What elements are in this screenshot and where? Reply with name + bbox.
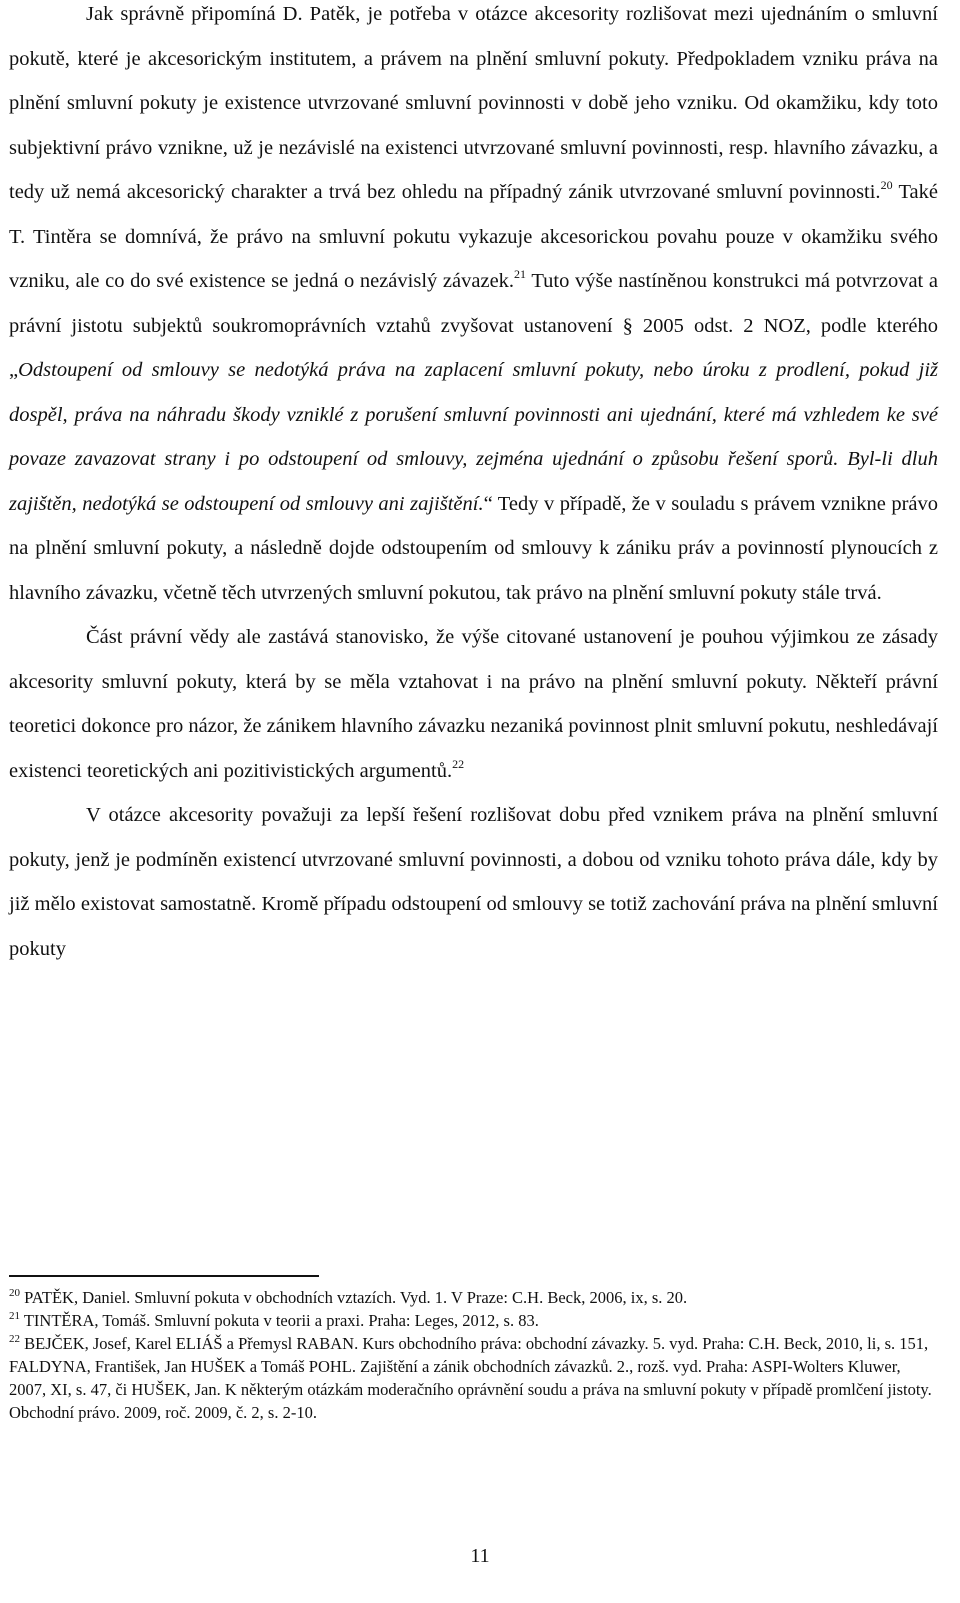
paragraph-2 xyxy=(9,615,938,793)
paragraph-text: “ Tedy v případě, že v souladu s právem vznikne právo na plnění smluvní pokuty, a následně dojde odstoupením od smlouvy k zániku práv a povinností plynoucích z hlavního závazku, včetně těch utvrzených smluvní pokutou, tak právo na plnění smluvní pokuty stále trvá. xyxy=(9,492,938,604)
body-text xyxy=(9,0,938,971)
footnote-21 xyxy=(9,1309,938,1332)
footnote-text: PATĚK, Daniel. Smluvní pokuta v obchodních vztazích. Vyd. 1. V Praze: C.H. Beck, 2006, ix, s. 20. xyxy=(24,1288,688,1307)
footnote-number: 21 xyxy=(9,1310,20,1322)
footnote-text: BEJČEK, Josef, Karel ELIÁŠ a Přemysl RABAN. Kurs obchodního práva: obchodní závazky. 5. vyd. Praha: C.H. Beck, 2010, li, s. 151, FALDYNA, František, Jan HUŠEK a Tomáš POHL. Zajištění a zánik obchodních závazků. 2., rozš. vyd. Praha: ASPI-Wolters Kluwer, 2007, XI, s. 47, či HUŠEK, Jan. K některým otázkám moderačního oprávnění soudu a práva na smluvní pokuty v případě promlčení jistoty. Obchodní právo. 2009, roč. 2009, č. 2, s. 2-10. xyxy=(9,1334,932,1422)
paragraph-text: Jak správně připomíná D. Patěk, je potřeba v otázce akcesority rozlišovat mezi ujednáním o smluvní pokutě, které je akcesorickým institutem, a právem na plnění smluvní pokuty. Předpokladem vzniku práva na plnění smluvní pokuty je existence utvrzované smluvní povinnosti v době jeho vzniku. Od okamžiku, kdy toto subjektivní právo vznikne, už je nezávislé na existenci utvrzované smluvní povinnosti, resp. hlavního závazku, a tedy už nemá akcesorický charakter a trvá bez ohledu na případný zánik utvrzované smluvní povinnosti. xyxy=(9,3,938,203)
paragraph-text: Také T. Tintěra se domnívá, že právo na smluvní pokutu vykazuje akcesorickou povahu pouze v okamžiku svého vzniku, ale co do své existence se jedná o nezávislý závazek. xyxy=(9,181,938,292)
quoted-statute-text: Odstoupení od smlouvy se nedotýká práva na zaplacení smluvní pokuty, nebo úroku z prodlení, pokud již dospěl, práva na náhradu škody vzniklé z porušení smluvní povinnosti ani ujednání, které má vzhledem ke své povaze zavazovat strany i po odstoupení od smlouvy, zejména ujednání o způsobu řešení sporů. Byl-li dluh zajištěn, nedotýká se odstoupení od smlouvy ani zajištění. xyxy=(9,359,938,515)
paragraph-text: Tuto výše nastíněnou konstrukci má potvrzovat a právní jistotu subjektů soukromoprávních vztahů zvyšovat ustanovení § 2005 odst. 2 NOZ, podle kterého „ xyxy=(9,270,938,381)
footnote-ref-22[interactable]: 22 xyxy=(452,756,465,771)
paragraph-1 xyxy=(9,0,938,615)
footnotes xyxy=(9,1286,938,1424)
footnote-number: 22 xyxy=(9,1333,20,1345)
paragraph-text: V otázce akcesority považuji za lepší řešení rozlišovat dobu před vznikem práva na plnění smluvní pokuty, jenž je podmíněn existencí utvrzované smluvní povinnosti, a dobou od vzniku tohoto práva dále, kdy by již mělo existovat samostatně. Kromě případu odstoupení od smlouvy se totiž zachování práva na plnění smluvní pokuty xyxy=(9,804,938,960)
footnote-ref-21[interactable]: 21 xyxy=(514,267,527,281)
page-number: 11 xyxy=(470,1545,490,1567)
footnote-20 xyxy=(9,1286,938,1309)
footnote-separator xyxy=(9,1275,319,1277)
footnote-number: 20 xyxy=(9,1287,20,1299)
footnote-text: TINTĚRA, Tomáš. Smluvní pokuta v teorii a praxi. Praha: Leges, 2012, s. 83. xyxy=(23,1311,539,1330)
paragraph-text: Část právní vědy ale zastává stanovisko, že výše citované ustanovení je pouhou výjimkou ze zásady akcesority smluvní pokuty, která by se měla vztahovat i na právo na plnění smluvní pokuty. Někteří právní teoretici dokonce pro názor, že zánikem hlavního závazku nezaniká povinnost plnit smluvní pokutu, neshledávají existenci teoretických ani pozitivistických argumentů. xyxy=(9,626,938,782)
footnote-22 xyxy=(9,1332,938,1424)
footnote-ref-20[interactable]: 20 xyxy=(880,178,893,192)
paragraph-3 xyxy=(9,793,938,971)
